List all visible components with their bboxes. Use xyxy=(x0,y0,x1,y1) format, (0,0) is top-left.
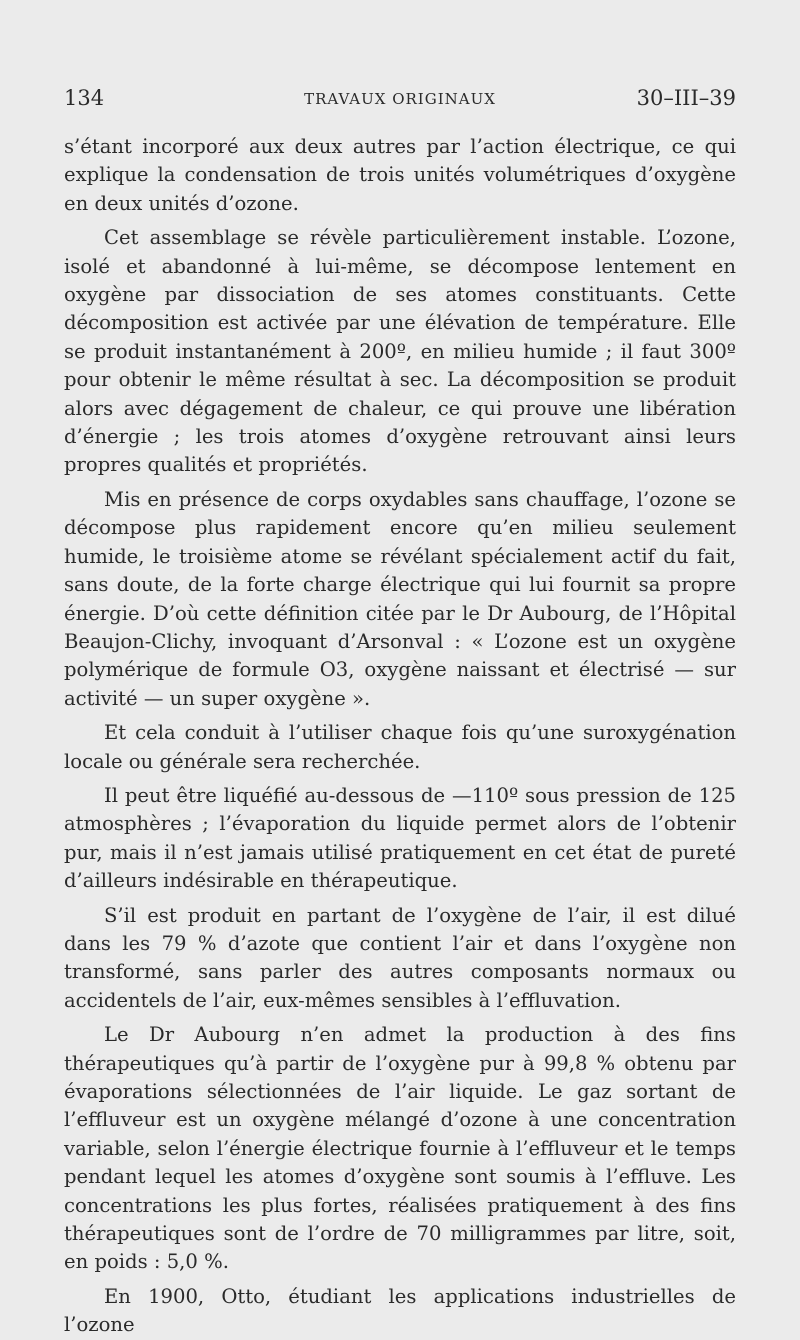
paragraph: Il peut être liquéfié au-dessous de —110º sous pression de 125 atmosphères ; l’évaporation du liquide permet alors de l’obtenir pur, mais il n’est jamais utilisé pratiquement en cet état de pureté d’ailleurs indésirable en thérapeutique. xyxy=(64,783,736,893)
paragraph: En 1900, Otto, étudiant les applications industrielles de l’ozone xyxy=(64,1284,736,1337)
page-number: 134 xyxy=(64,86,105,110)
paragraph: s’étant incorporé aux deux autres par l’action électrique, ce qui explique la condensation de trois unités volumétriques d’oxygène en deux unités d’ozone. xyxy=(64,135,736,215)
paragraph: Mis en présence de corps oxydables sans chauffage, l’ozone se décompose plus rapidement encore qu’en milieu seulement humide, le troisième atome se révélant spécialement actif du fait, sans doute, de la forte charge électrique qui lui fournit sa propre énergie. D’où cette définition citée par le Dr Aubourg, de l’Hôpital Beaujon-Clichy, invoquant d’Arsonval : « L’ozone est un oxygène polymérique de formule O3, oxygène naissant et électrisé — sur activité — un super oxygène ». xyxy=(64,487,736,710)
paragraph: S’il est produit en partant de l’oxygène de l’air, il est dilué dans les 79 % d’azote que contient l’air et dans l’oxygène non transformé, sans parler des autres composants normaux ou accidentels de l’air, eux-mêmes sensibles à l’effluvation. xyxy=(64,903,736,1012)
running-title: TRAVAUX ORIGINAUX xyxy=(304,90,496,108)
running-head xyxy=(64,86,736,116)
paragraph: Cet assemblage se révèle particulièrement instable. L’ozone, isolé et abandonné à lui-même, se décompose lentement en oxygène par dissociation de ses atomes constituants. Cette décomposition est activée par une élévation de température. Elle se produit instantanément à 200º, en milieu humide ; il faut 300º pour obtenir le même résultat à sec. La décomposition se produit alors avec dégagement de chaleur, ce qui prouve une libération d’énergie ; les trois atomes d’oxygène retrouvant ainsi leurs propres qualités et propriétés. xyxy=(64,226,736,477)
paragraph: Le Dr Aubourg n’en admet la production à des fins thérapeutiques qu’à partir de l’oxygène pur à 99,8 % obtenu par évaporations sélectionnées de l’air liquide. Le gaz sortant de l’effluveur est un oxygène mélangé d’ozone à une concentration variable, selon l’énergie électrique fournie à l’effluveur et le temps pendant lequel les atomes d’oxygène sont soumis à l’effluve. Les concentrations les plus fortes, réalisées pratiquement à des fins thérapeutiques sont de l’ordre de 70 milligrammes par litre, soit, en poids : 5,0 %. xyxy=(64,1023,736,1274)
body-text xyxy=(64,133,736,1340)
paragraph: Et cela conduit à l’utiliser chaque fois qu’une suroxygénation locale ou générale sera recherchée. xyxy=(64,721,736,773)
issue-date: 30–III–39 xyxy=(636,86,736,110)
